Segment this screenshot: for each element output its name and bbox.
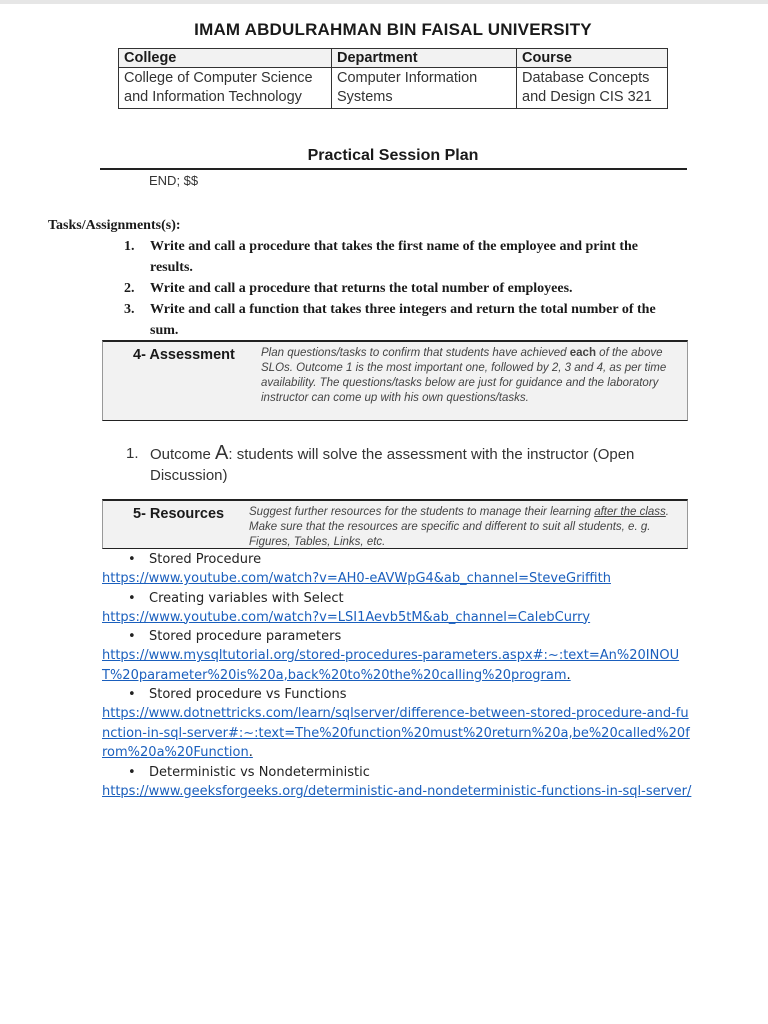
page-title: Practical Session Plan — [307, 147, 479, 164]
tasks-list — [118, 236, 674, 341]
outcome-item — [126, 443, 666, 486]
resources-text-part: Suggest further resources for the students to manage their learning — [249, 506, 595, 518]
column-header-course: Course — [517, 49, 668, 68]
title-divider — [100, 168, 687, 170]
bullet-icon: • — [128, 764, 136, 780]
outcome-letter: A — [215, 442, 229, 464]
outcome-text — [126, 443, 666, 486]
resource-title: Stored Procedure — [149, 552, 262, 567]
resource-link[interactable]: https://www.geeksforgeeks.org/deterministic-and-nondeterministic-functions-in-sql-server/ — [102, 783, 692, 799]
resource-links-list — [102, 550, 692, 801]
bullet-icon: • — [128, 552, 136, 567]
list-item — [102, 589, 692, 628]
outcome-prefix: Outcome — [150, 446, 216, 463]
resource-link[interactable]: https://www.youtube.com/watch?v=LSI1Aevb5tM&ab_channel=CalebCurry — [102, 609, 591, 625]
resource-title: Creating variables with Select — [149, 590, 344, 606]
bullet-icon: • — [128, 590, 136, 606]
resources-box — [102, 499, 688, 549]
outcome-description: : students will solve the assessment with the instructor (Open Discussion) — [150, 446, 635, 484]
assessment-text-part: Plan questions/tasks to confirm that students have achieved — [261, 347, 570, 359]
list-item — [118, 299, 674, 341]
college-value: College of Computer Science and Information Technology — [119, 68, 332, 109]
column-header-college: College — [119, 49, 332, 68]
resources-description — [249, 505, 681, 550]
department-value: Computer Information Systems — [332, 68, 517, 109]
resources-text-underlined: after the class — [594, 506, 666, 518]
resource-link[interactable]: https://www.youtube.com/watch?v=AH0-eAVWpG4&ab_channel=SteveGriffith — [102, 571, 611, 586]
bullet-icon: • — [128, 629, 136, 644]
list-item — [118, 236, 674, 278]
resources-text-part: . Make sure that the resources are specific and different to suit all students, e. g. Figures, Tables, Links, etc. — [249, 506, 669, 548]
top-bar — [0, 0, 768, 4]
assessment-text-part: of the above SLOs. Outcome 1 is the most important one, followed by 2, 3 and 4, as per time availability. The questions/tasks below are just for guidance and the laboratory instructor can come up with his own questions/tasks. — [261, 347, 667, 404]
list-item — [102, 627, 692, 685]
assessment-box — [102, 340, 688, 421]
outcome-number: 1. — [126, 445, 139, 462]
list-item — [118, 278, 674, 299]
list-item — [102, 550, 692, 589]
list-item-number: 3. — [124, 302, 135, 317]
resource-title: Stored procedure vs Functions — [149, 687, 347, 702]
resource-title: Deterministic vs Nondeterministic — [149, 764, 370, 780]
bullet-icon: • — [128, 687, 136, 702]
column-header-department: Department — [332, 49, 517, 68]
list-item-text: Write and call a procedure that takes the first name of the employee and print the results. — [150, 239, 639, 275]
course-info-table — [118, 48, 668, 109]
list-item-number: 1. — [124, 239, 135, 254]
assessment-label: 4- Assessment — [133, 347, 235, 363]
resources-label: 5- Resources — [133, 506, 225, 522]
list-item-text: Write and call a function that takes three integers and return the total number of the sum. — [150, 302, 656, 338]
list-item-number: 2. — [124, 281, 135, 296]
resource-link[interactable]: https://www.mysqltutorial.org/stored-procedures-parameters.aspx#:~:text=An%20INOUT%20parameter%20is%20a,back%20to%20the%20calling%20program. — [102, 648, 680, 683]
list-item — [102, 685, 692, 763]
resource-title: Stored procedure parameters — [149, 629, 342, 644]
assessment-description — [261, 346, 681, 406]
university-title: IMAM ABDULRAHMAN BIN FAISAL UNIVERSITY — [194, 20, 592, 39]
tasks-heading: Tasks/Assignments(s): — [48, 218, 181, 233]
list-item-text: Write and call a procedure that returns the total number of employees. — [150, 281, 573, 296]
list-item — [102, 763, 692, 802]
assessment-text-bold: each — [569, 347, 596, 359]
course-value: Database Concepts and Design CIS 321 — [517, 68, 668, 109]
resource-link[interactable]: https://www.dotnettricks.com/learn/sqlserver/difference-between-stored-procedure-and-function-in-sql-server#:~:text=The%20function%20must%20return%20a,be%20called%20from%20a%20Function. — [102, 706, 690, 760]
code-snippet-tail: END; $$ — [149, 173, 199, 188]
